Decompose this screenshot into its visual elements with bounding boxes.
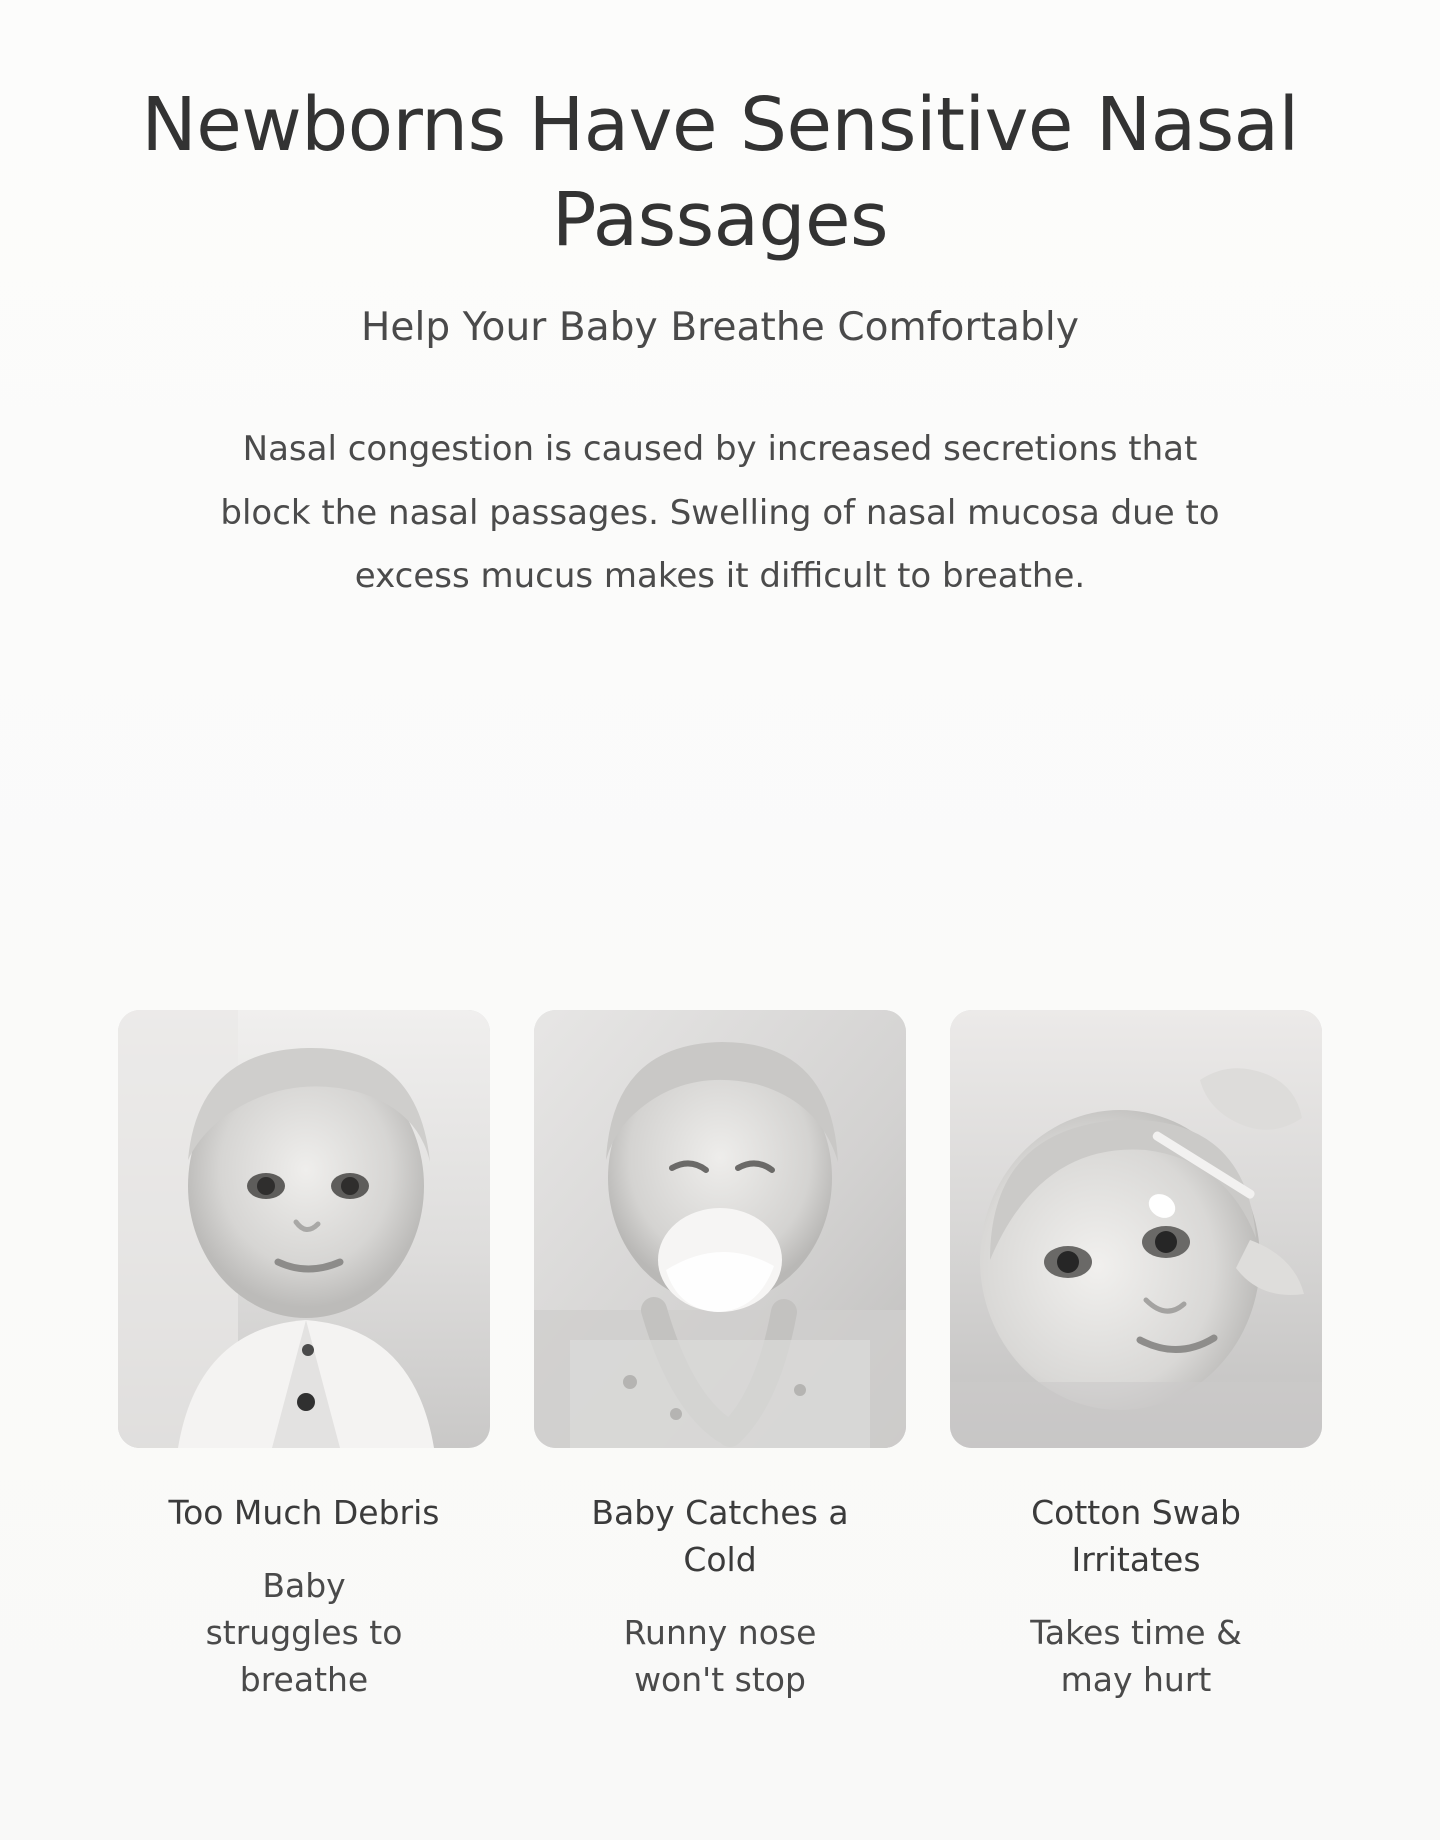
card-description: Runny nose won't stop: [623, 1612, 817, 1699]
card-cotton-swab-irritates: [950, 1010, 1322, 1703]
card-title: Too Much Debris: [168, 1493, 440, 1532]
body-paragraph: Nasal congestion is caused by increased secretions that block the nasal passages. Swelling of nasal mucosa due to excess mucus makes it difficult to breathe.: [220, 429, 1220, 596]
cotton-swab-on-baby-photo: [950, 1010, 1322, 1448]
card-description: Baby struggles to breathe: [205, 1565, 403, 1699]
toddler-portrait-photo: [118, 1010, 490, 1448]
page-title: Newborns Have Sensitive Nasal Passages: [141, 82, 1299, 263]
card-description: Takes time & may hurt: [1030, 1612, 1242, 1699]
card-row: [118, 1010, 1322, 1703]
card-title: Baby Catches a Cold: [591, 1493, 849, 1579]
toddler-wiping-nose-photo: [534, 1010, 906, 1448]
card-baby-catches-a-cold: [534, 1010, 906, 1703]
page-subtitle: Help Your Baby Breathe Comfortably: [360, 305, 1080, 351]
card-title: Cotton Swab Irritates: [1031, 1493, 1241, 1579]
card-too-much-debris: [118, 1010, 490, 1703]
